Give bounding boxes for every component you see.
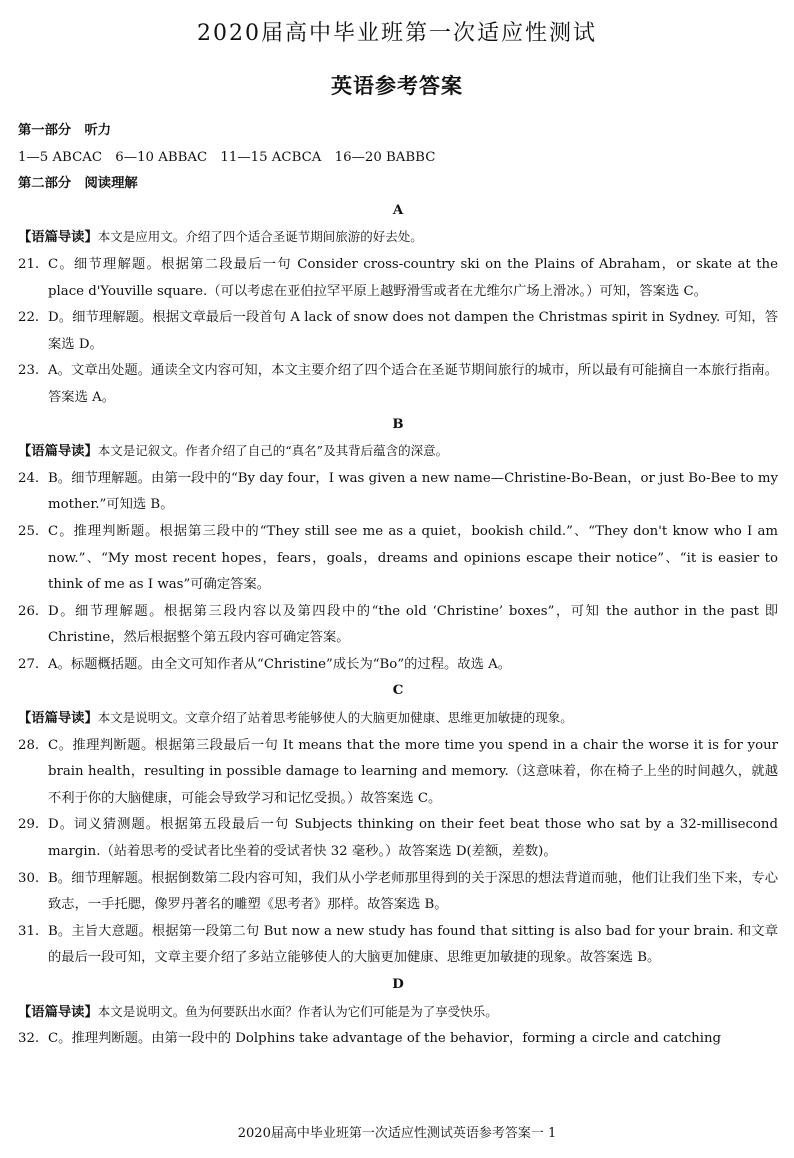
answer-item: [18, 652, 778, 679]
part1-heading: 第一部分 听力: [18, 123, 112, 138]
guide-text: 本文是记叙文。作者介绍了自己的“真名”及其背后蕴含的深意。: [97, 443, 449, 459]
item-text: B。细节理解题。由第一段中的“By day four，I was given a new name—Christine-Bo-Bean，or just Bo-Bee to my mother.”可知选 B。: [48, 470, 778, 513]
item-text: C。推理判断题。由第一段中的 Dolphins take advantage of the behavior，forming a circle and catching: [48, 1031, 722, 1047]
item-number: 32.: [18, 1031, 40, 1047]
item-number: 28.: [18, 737, 40, 753]
item-text: A。标题概括题。由全文可知作者从“Christine”成长为“Bo”的过程。故选 A。: [48, 656, 512, 672]
section-c-guide: [18, 705, 778, 733]
section-a-letter: A: [392, 202, 404, 218]
item-number: 31.: [18, 923, 40, 939]
part2-heading: 第二部分 阅读理解: [18, 176, 138, 192]
guide-tag: 【语篇导读】: [18, 230, 98, 246]
item-text: A。文章出处题。通读全文内容可知，本文主要介绍了四个适合在圣诞节期间旅行的城市，所以最有可能摘自一本旅行指南。答案选 A。: [48, 363, 778, 405]
item-number: 26.: [18, 603, 40, 619]
item-number: 23.: [18, 363, 40, 379]
item-number: 29.: [18, 817, 40, 833]
answer-item: [18, 919, 778, 972]
answer-item: [18, 358, 778, 411]
item-text: C。推理判断题。根据第三段中的“They still see me as a quiet，bookish child.”、“They don't know who I am now.”、“My most recent hopes，fears，goals，dreams and opinions escape their notice”、“it is easier to think of me as I was”可确定答案。: [48, 523, 778, 593]
section-d-letter: D: [392, 977, 404, 992]
answer-content: [18, 118, 778, 1053]
guide-tag: 【语篇导读】: [18, 1004, 98, 1020]
part1-answers: 1—5 ABCAC 6—10 ABBAC 11—15 ACBCA 16—20 BABBC: [18, 149, 436, 165]
page-footer: 2020届高中毕业班第一次适应性测试英语参考答案一 1: [237, 1126, 557, 1141]
item-text: B。细节理解题。根据倒数第二段内容可知，我们从小学老师那里得到的关于深思的想法背道而驰，他们让我们坐下来，专心致志，一手托腮，像罗丹著名的雕塑《思考者》那样。故答案选 B。: [48, 870, 778, 913]
answer-item: [18, 519, 778, 599]
answer-item: [18, 733, 778, 813]
section-b-guide: [18, 438, 778, 466]
section-c-letter: C: [392, 683, 404, 699]
guide-text: 本文是说明文。鱼为何要跃出水面？作者认为它们可能是为了享受快乐。: [97, 1003, 498, 1019]
answer-item: [18, 812, 778, 865]
item-text: D。细节理解题。根据文章最后一段首句 A lack of snow does not dampen the Christmas spirit in Sydney. 可知，答案选 D。: [48, 310, 778, 352]
guide-text: 本文是说明文。文章介绍了站着思考能够使人的大脑更加健康、思维更加敏捷的现象。: [97, 710, 573, 726]
item-number: 25.: [18, 523, 40, 539]
item-number: 21.: [18, 256, 40, 272]
item-text: C。细节理解题。根据第二段最后一句 Consider cross-country ski on the Plains of Abraham，or skate at the place d'Youville square.（可以考虑在亚伯拉罕平原上越野滑雪或者在尤维尔广场上滑冰。）可知，答案选 C。: [48, 256, 778, 299]
page-title: 2020届高中毕业班第一次适应性测试: [197, 21, 597, 46]
item-number: 27.: [18, 656, 40, 672]
item-text: D。细节理解题。根据第三段内容以及第四段中的“the old ‘Christine’ boxes”，可知 the author in the past 即 Christine，然后根据整个第五段内容可确定答案。: [48, 603, 778, 646]
item-number: 22.: [18, 310, 40, 326]
answer-item: [18, 305, 778, 358]
guide-tag: 【语篇导读】: [18, 444, 98, 460]
section-a-guide: [18, 224, 778, 252]
answer-item: [18, 599, 778, 652]
item-number: 30.: [18, 870, 40, 886]
item-text: D。词义猜测题。根据第五段最后一句 Subjects thinking on their feet beat those who sat by a 32-millisecond margin.（站着思考的受试者比坐着的受试者快 32 毫秒。）故答案选 D(差额，差数)。: [48, 817, 778, 860]
answer-item: [18, 466, 778, 519]
answer-item: [18, 866, 778, 919]
section-d-guide: [18, 999, 778, 1027]
item-text: C。推理判断题。根据第三段最后一句 It means that the more time you spend in a chair the worse it is for your brain health，resulting in possible damage to learning and memory.（这意味着，你在椅子上坐的时间越久，就越不利于你的大脑健康，可能会导致学习和记忆受损。）故答案选 C。: [48, 737, 778, 806]
guide-text: 本文是应用文。介绍了四个适合圣诞节期间旅游的好去处。: [97, 229, 423, 245]
guide-tag: 【语篇导读】: [18, 711, 98, 727]
page-subtitle: 英语参考答案: [331, 73, 463, 98]
item-text: B。主旨大意题。根据第一段第二句 But now a new study has found that sitting is also bad for your brain. 和文章的最后一段可知，文章主要介绍了多站立能够使人的大脑更加健康、思维更加敏捷的现象。故答案选 B。: [48, 923, 778, 966]
answer-item: [18, 252, 778, 305]
answer-item: [18, 1026, 778, 1053]
section-b-letter: B: [392, 416, 404, 432]
item-number: 24.: [18, 470, 40, 486]
